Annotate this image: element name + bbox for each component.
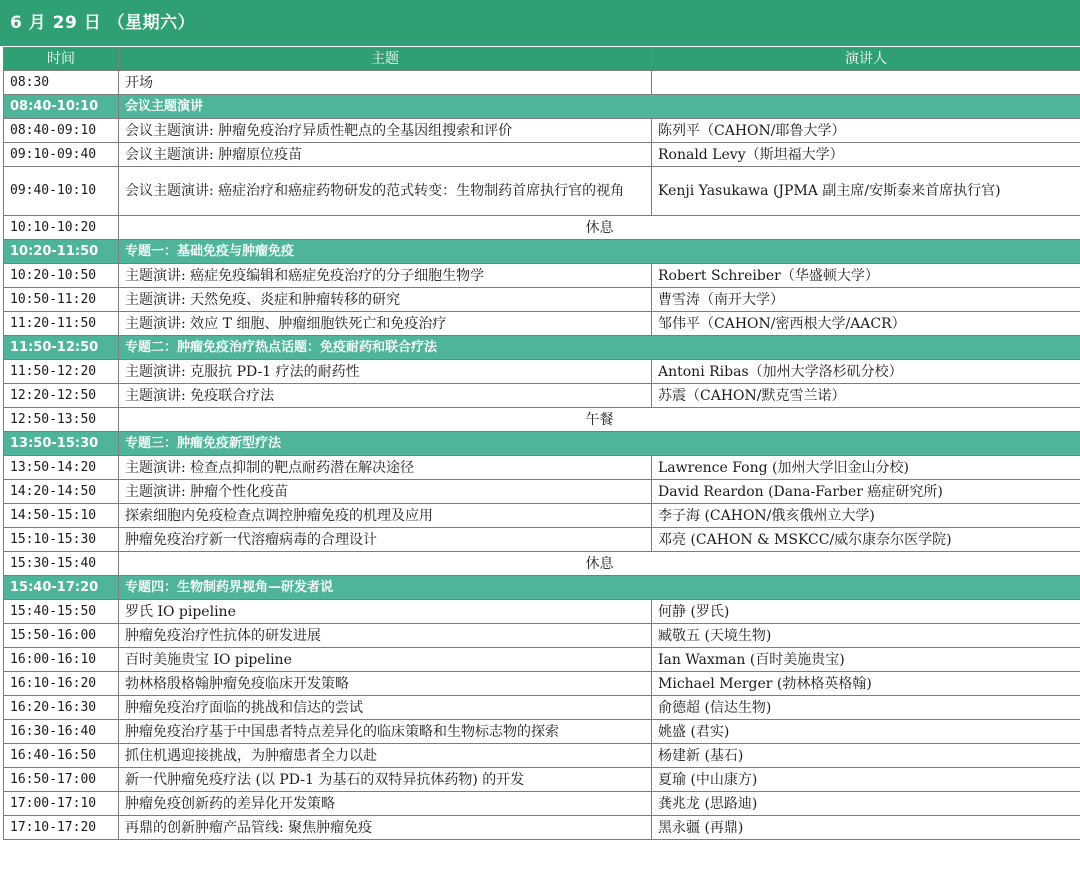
row-speaker: Lawrence Fong (加州大学旧金山分校) — [652, 456, 1080, 480]
row-time: 11:50-12:50 — [4, 336, 119, 360]
row-time: 08:40-09:10 — [4, 119, 119, 143]
row-time: 10:10-10:20 — [4, 216, 119, 240]
row-time: 14:20-14:50 — [4, 480, 119, 504]
row-speaker: Robert Schreiber（华盛顿大学） — [652, 264, 1080, 288]
row-speaker: 李子海 (CAHON/俄亥俄州立大学) — [652, 504, 1080, 528]
row-topic: 再鼎的创新肿瘤产品管线: 聚焦肿瘤免疫 — [119, 816, 652, 840]
row-speaker: David Reardon (Dana-Farber 癌症研究所) — [652, 480, 1080, 504]
table-row — [4, 624, 1080, 648]
row-topic: 罗氏 IO pipeline — [119, 600, 652, 624]
row-time: 10:50-11:20 — [4, 288, 119, 312]
row-topic: 会议主题演讲: 肿瘤原位疫苗 — [119, 143, 652, 167]
table-row — [4, 288, 1080, 312]
row-speaker: Antoni Ribas（加州大学洛杉矶分校） — [652, 360, 1080, 384]
row-topic: 主题演讲: 效应 T 细胞、肿瘤细胞铁死亡和免疫治疗 — [119, 312, 652, 336]
row-topic: 主题演讲: 肿瘤个性化疫苗 — [119, 480, 652, 504]
row-topic: 肿瘤免疫治疗新一代溶瘤病毒的合理设计 — [119, 528, 652, 552]
row-speaker: 俞德超 (信达生物) — [652, 696, 1080, 720]
row-time: 09:40-10:10 — [4, 167, 119, 216]
table-row — [4, 720, 1080, 744]
header-time: 时间 — [4, 48, 119, 71]
row-topic: 会议主题演讲: 癌症治疗和癌症药物研发的范式转变：生物制药首席执行官的视角 — [119, 167, 652, 216]
row-time: 15:10-15:30 — [4, 528, 119, 552]
table-row — [4, 312, 1080, 336]
row-time: 16:10-16:20 — [4, 672, 119, 696]
row-speaker: 姚盛 (君实) — [652, 720, 1080, 744]
row-topic: 主题演讲: 癌症免疫编辑和癌症免疫治疗的分子细胞生物学 — [119, 264, 652, 288]
table-row — [4, 600, 1080, 624]
table-row — [4, 264, 1080, 288]
section-row — [4, 240, 1080, 264]
table-row — [4, 167, 1080, 216]
row-speaker: 夏瑜 (中山康方) — [652, 768, 1080, 792]
row-time: 08:40-10:10 — [4, 95, 119, 119]
row-speaker: 杨建新 (基石) — [652, 744, 1080, 768]
row-topic: 肿瘤免疫创新药的差异化开发策略 — [119, 792, 652, 816]
table-row — [4, 528, 1080, 552]
row-time: 16:40-16:50 — [4, 744, 119, 768]
row-speaker: Michael Merger (勃林格英格翰) — [652, 672, 1080, 696]
row-speaker: Ian Waxman (百时美施贵宝) — [652, 648, 1080, 672]
row-topic: 主题演讲: 天然免疫、炎症和肿瘤转移的研究 — [119, 288, 652, 312]
row-speaker: 黑永疆 (再鼎) — [652, 816, 1080, 840]
row-topic: 开场 — [119, 71, 652, 95]
row-topic: 肿瘤免疫治疗面临的挑战和信达的尝试 — [119, 696, 652, 720]
table-row — [4, 119, 1080, 143]
row-topic: 抓住机遇迎接挑战，为肿瘤患者全力以赴 — [119, 744, 652, 768]
row-time: 15:50-16:00 — [4, 624, 119, 648]
table-row — [4, 744, 1080, 768]
section-title: 专题一：基础免疫与肿瘤免疫 — [119, 240, 1080, 264]
row-time: 17:00-17:10 — [4, 792, 119, 816]
row-topic: 肿瘤免疫治疗性抗体的研发进展 — [119, 624, 652, 648]
row-time: 09:10-09:40 — [4, 143, 119, 167]
schedule-body — [4, 71, 1080, 840]
table-row — [4, 672, 1080, 696]
row-speaker: 臧敬五 (天境生物) — [652, 624, 1080, 648]
table-row — [4, 143, 1080, 167]
break-row — [4, 552, 1080, 576]
row-time: 08:30 — [4, 71, 119, 95]
row-time: 13:50-15:30 — [4, 432, 119, 456]
table-row — [4, 816, 1080, 840]
row-topic: 勃林格殷格翰肿瘤免疫临床开发策略 — [119, 672, 652, 696]
section-title: 会议主题演讲 — [119, 95, 1080, 119]
schedule-table — [3, 47, 1080, 840]
table-row — [4, 504, 1080, 528]
break-label: 休息 — [119, 216, 1080, 240]
table-row — [4, 696, 1080, 720]
row-time: 17:10-17:20 — [4, 816, 119, 840]
header-speaker: 演讲人 — [652, 48, 1080, 71]
row-speaker — [652, 71, 1080, 95]
row-time: 11:20-11:50 — [4, 312, 119, 336]
row-time: 16:50-17:00 — [4, 768, 119, 792]
row-topic: 百时美施贵宝 IO pipeline — [119, 648, 652, 672]
row-time: 11:50-12:20 — [4, 360, 119, 384]
table-header-row — [4, 48, 1080, 71]
row-time: 12:20-12:50 — [4, 384, 119, 408]
table-row — [4, 648, 1080, 672]
row-topic: 新一代肿瘤免疫疗法 (以 PD-1 为基石的双特异抗体药物) 的开发 — [119, 768, 652, 792]
table-row — [4, 456, 1080, 480]
table-row — [4, 384, 1080, 408]
table-row — [4, 768, 1080, 792]
section-title: 专题四：生物制药界视角—研发者说 — [119, 576, 1080, 600]
row-speaker: 陈列平（CAHON/耶鲁大学） — [652, 119, 1080, 143]
row-time: 13:50-14:20 — [4, 456, 119, 480]
row-speaker: 邹伟平（CAHON/密西根大学/AACR） — [652, 312, 1080, 336]
break-label: 休息 — [119, 552, 1080, 576]
row-time: 15:40-15:50 — [4, 600, 119, 624]
row-topic: 探索细胞内免疫检查点调控肿瘤免疫的机理及应用 — [119, 504, 652, 528]
row-topic: 肿瘤免疫治疗基于中国患者特点差异化的临床策略和生物标志物的探索 — [119, 720, 652, 744]
row-time: 16:30-16:40 — [4, 720, 119, 744]
break-row — [4, 216, 1080, 240]
row-speaker: 龚兆龙 (思路迪) — [652, 792, 1080, 816]
row-time: 15:40-17:20 — [4, 576, 119, 600]
table-row — [4, 792, 1080, 816]
row-topic: 主题演讲: 克服抗 PD-1 疗法的耐药性 — [119, 360, 652, 384]
row-speaker: 曹雪涛（南开大学） — [652, 288, 1080, 312]
section-row — [4, 432, 1080, 456]
section-title: 专题二：肿瘤免疫治疗热点话题：免疫耐药和联合疗法 — [119, 336, 1080, 360]
row-speaker: 苏震（CAHON/默克雪兰诺） — [652, 384, 1080, 408]
section-row — [4, 336, 1080, 360]
row-topic: 主题演讲: 免疫联合疗法 — [119, 384, 652, 408]
day-title: 6 月 29 日 （星期六） — [0, 0, 1080, 46]
section-row — [4, 576, 1080, 600]
row-time: 16:20-16:30 — [4, 696, 119, 720]
row-time: 10:20-11:50 — [4, 240, 119, 264]
row-time: 10:20-10:50 — [4, 264, 119, 288]
break-row — [4, 408, 1080, 432]
row-speaker: Ronald Levy（斯坦福大学） — [652, 143, 1080, 167]
row-time: 14:50-15:10 — [4, 504, 119, 528]
row-time: 12:50-13:50 — [4, 408, 119, 432]
section-row — [4, 95, 1080, 119]
table-row — [4, 480, 1080, 504]
row-speaker: Kenji Yasukawa (JPMA 副主席/安斯泰来首席执行官) — [652, 167, 1080, 216]
row-speaker: 邓亮 (CAHON & MSKCC/威尔康奈尔医学院) — [652, 528, 1080, 552]
row-topic: 会议主题演讲: 肿瘤免疫治疗异质性靶点的全基因组搜索和评价 — [119, 119, 652, 143]
table-row — [4, 71, 1080, 95]
section-title: 专题三：肿瘤免疫新型疗法 — [119, 432, 1080, 456]
break-label: 午餐 — [119, 408, 1080, 432]
table-row — [4, 360, 1080, 384]
row-time: 16:00-16:10 — [4, 648, 119, 672]
row-speaker: 何静 (罗氏) — [652, 600, 1080, 624]
row-time: 15:30-15:40 — [4, 552, 119, 576]
header-topic: 主题 — [119, 48, 652, 71]
row-topic: 主题演讲: 检查点抑制的靶点耐药潜在解决途径 — [119, 456, 652, 480]
